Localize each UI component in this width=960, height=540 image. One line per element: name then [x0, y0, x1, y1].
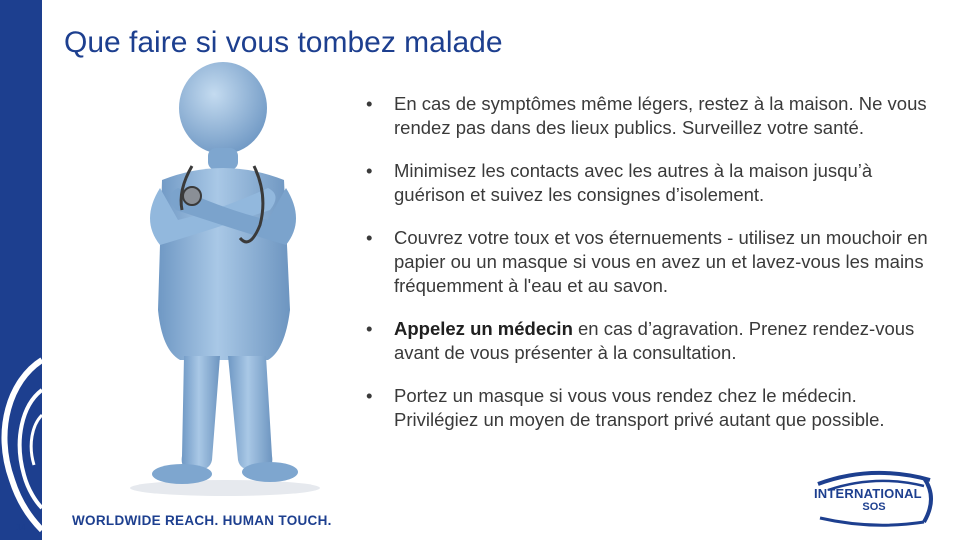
left-brand-bar	[0, 0, 42, 540]
bullet-item-5	[364, 384, 939, 432]
bullet-marker: •	[366, 385, 373, 406]
bullet-item-4	[364, 317, 939, 365]
slide-title: Que faire si vous tombez malade	[64, 26, 503, 59]
bullet-text: Minimisez les contacts avec les autres à la maison jusqu’à guérison et suivez les consignes d’isolement.	[394, 160, 873, 205]
tagline-second: HUMAN TOUCH.	[218, 513, 332, 528]
logo-line-1: INTERNATIONAL	[814, 486, 922, 501]
bullet-marker: •	[366, 93, 373, 114]
bullet-list	[364, 92, 939, 451]
bullet-item-2	[364, 159, 939, 207]
bullet-marker: •	[366, 318, 373, 339]
doctor-figure-icon	[100, 60, 340, 500]
bullet-item-1	[364, 92, 939, 140]
bullet-text: Portez un masque si vous vous rendez chez le médecin. Privilégiez un moyen de transport privé autant que possible.	[394, 385, 885, 430]
bullet-text: en cas d’agravation. Prenez rendez-vous avant de vous présenter à la consultation.	[394, 318, 915, 363]
page-number: 14	[15, 522, 26, 532]
swirl-decoration-icon	[0, 0, 42, 540]
international-sos-logo	[812, 468, 942, 530]
footer-tagline	[72, 513, 332, 528]
bullet-item-3	[364, 226, 939, 298]
bullet-text: Couvrez votre toux et vos éternuements - utilisez un mouchoir en papier ou un masque si vous en avez un et lavez-vous les mains fréquemment à l'eau et au savon.	[394, 227, 928, 296]
tagline-main: WORLDWIDE REACH.	[72, 513, 219, 528]
bullet-text: En cas de symptômes même légers, restez à la maison. Ne vous rendez pas dans des lieux publics. Surveillez votre santé.	[394, 93, 927, 138]
bullet-marker: •	[366, 160, 373, 181]
bullet-marker: •	[366, 227, 373, 248]
bullet-bold: Appelez un médecin	[394, 318, 573, 339]
logo-line-2: SOS	[862, 501, 886, 513]
